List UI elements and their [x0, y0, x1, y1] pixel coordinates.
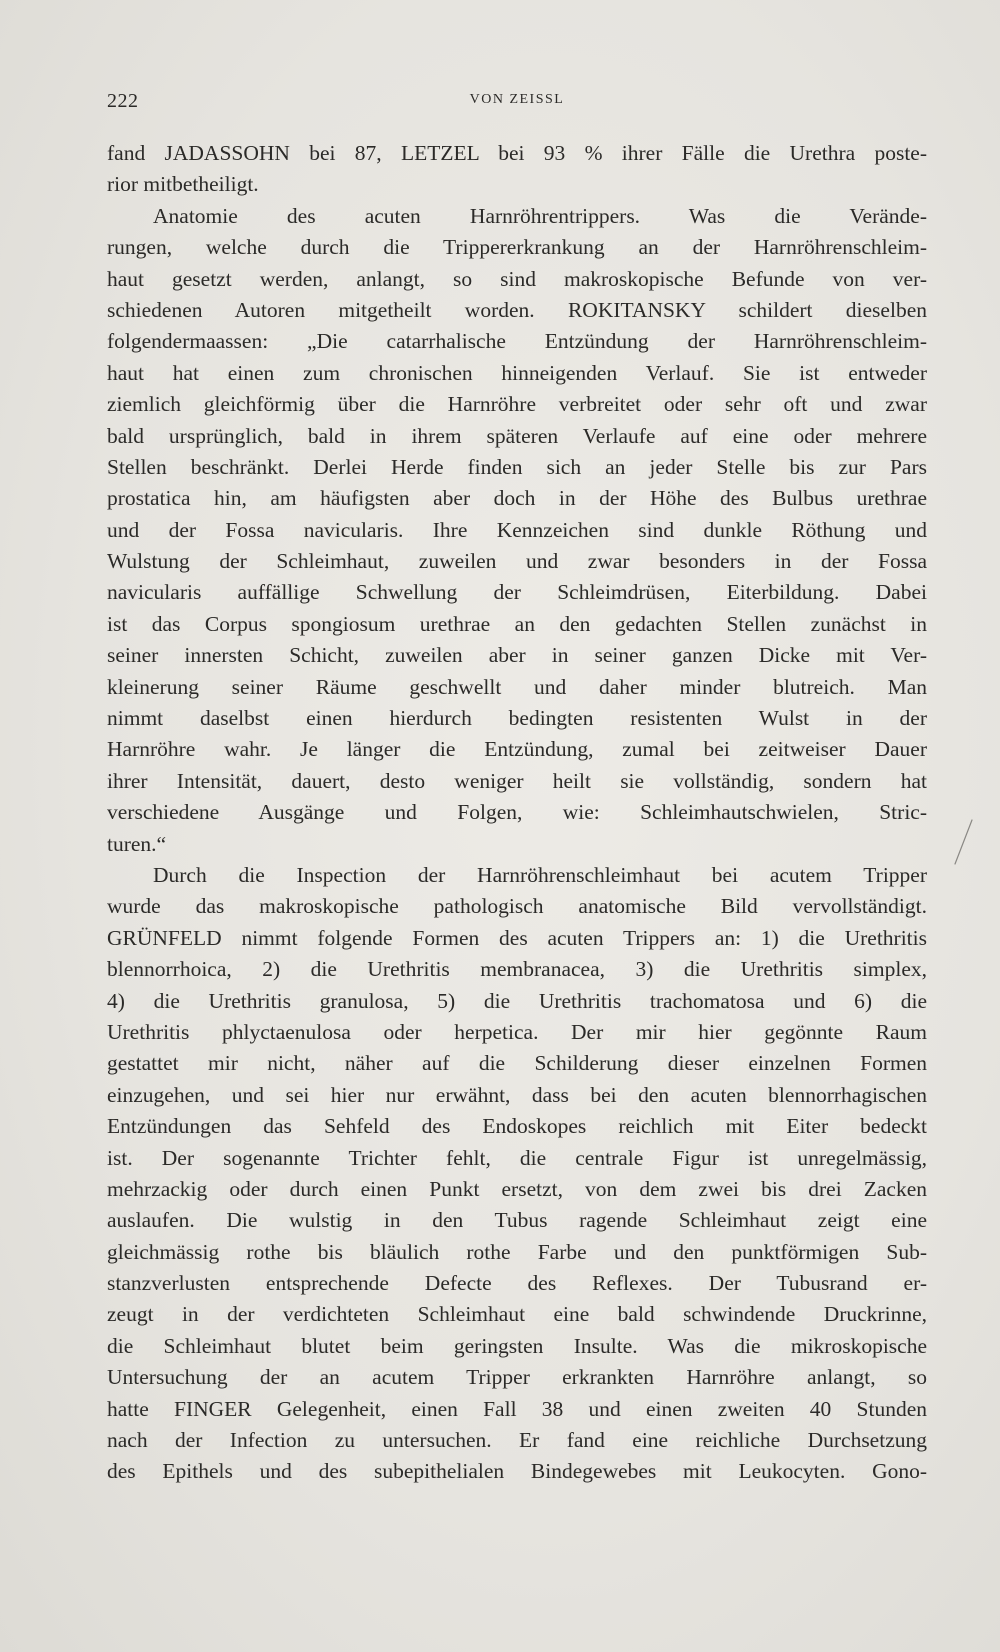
text-line: stanzverlusten entsprechende Defecte des Reflexes. Der Tubusrand er-: [107, 1271, 927, 1296]
text-line: ihrer Intensität, dauert, desto weniger heilt sie vollständig, sondern hat: [107, 768, 927, 793]
text-line: rior mitbetheiligt.: [107, 172, 259, 197]
text-line: GRÜNFELD nimmt folgende Formen des acuten Trippers an: 1) die Urethritis: [107, 925, 927, 950]
text-line: Anatomie des acuten Harnröhrentrippers. Was die Verände-: [153, 203, 927, 228]
text-line: Urethritis phlyctaenulosa oder herpetica. Der mir hier gegönnte Raum: [107, 1019, 927, 1044]
text-line: schiedenen Autoren mitgetheilt worden. ROKITANSKY schildert dieselben: [107, 297, 927, 322]
text-line: fand JADASSOHN bei 87, LETZEL bei 93 % ihrer Fälle die Urethra poste-: [107, 141, 927, 165]
text-line: navicularis auffällige Schwellung der Schleimdrüsen, Eiterbildung. Dabei: [107, 580, 927, 605]
text-line: hatte FINGER Gelegenheit, einen Fall 38 und einen zweiten 40 Stunden: [107, 1396, 927, 1421]
text-line: folgendermaassen: „Die catarrhalische Entzündung der Harnröhrenschleim-: [107, 329, 927, 354]
text-line: nimmt daselbst einen hierdurch bedingten resistenten Wulst in der: [107, 706, 927, 731]
text-line: mehrzackig oder durch einen Punkt ersetzt, von dem zwei bis drei Zacken: [107, 1176, 927, 1201]
text-line: Harnröhre wahr. Je länger die Entzündung, zumal bei zeitweiser Dauer: [107, 737, 927, 762]
text-line: einzugehen, und sei hier nur erwähnt, dass bei den acuten blennorrhagischen: [107, 1082, 927, 1107]
text-line: Durch die Inspection der Harnröhrenschleimhaut bei acutem Tripper: [153, 862, 927, 887]
text-line: zeugt in der verdichteten Schleimhaut eine bald schwindende Druckrinne,: [107, 1302, 927, 1327]
text-line: ziemlich gleichförmig über die Harnröhre verbreitet oder sehr oft und zwar: [107, 392, 927, 417]
text-line: Untersuchung der an acutem Tripper erkrankten Harnröhre anlangt, so: [107, 1365, 927, 1390]
text-line: 4) die Urethritis granulosa, 5) die Urethritis trachomatosa und 6) die: [107, 988, 927, 1013]
running-head: VON ZEISSL: [469, 92, 565, 107]
body-text: [107, 138, 927, 1488]
text-line: rungen, welche durch die Trippererkrankung an der Harnröhrenschleim-: [107, 235, 927, 260]
text-line: bald ursprünglich, bald in ihrem späteren Verlaufe auf eine oder mehrere: [107, 423, 927, 448]
text-line: nach der Infection zu untersuchen. Er fand eine reichliche Durchsetzung: [107, 1428, 927, 1453]
text-line: Stellen beschränkt. Derlei Herde finden sich an jeder Stelle bis zur Pars: [107, 454, 927, 479]
text-line: des Epithels und des subepithelialen Bindegewebes mit Leukocyten. Gono-: [107, 1459, 927, 1484]
text-line: ist. Der sogenannte Trichter fehlt, die centrale Figur ist unregelmässig,: [107, 1145, 927, 1170]
text-line: gleichmässig rothe bis bläulich rothe Farbe und den punktförmigen Sub-: [107, 1239, 927, 1264]
margin-pencil-mark-icon: [952, 818, 974, 866]
text-line: die Schleimhaut blutet beim geringsten Insulte. Was die mikroskopische: [107, 1333, 927, 1358]
text-line: haut gesetzt werden, anlangt, so sind makroskopische Befunde von ver-: [107, 266, 927, 291]
text-line: ist das Corpus spongiosum urethrae an den gedachten Stellen zunächst in: [107, 611, 927, 636]
text-line: kleinerung seiner Räume geschwellt und daher minder blutreich. Man: [107, 674, 927, 699]
text-line: seiner innersten Schicht, zuweilen aber in seiner ganzen Dicke mit Ver-: [107, 643, 927, 668]
text-line: auslaufen. Die wulstig in den Tubus ragende Schleimhaut zeigt eine: [107, 1208, 927, 1233]
text-line: wurde das makroskopische pathologisch anatomische Bild vervollständigt.: [107, 894, 927, 919]
text-line: prostatica hin, am häufigsten aber doch in der Höhe des Bulbus urethrae: [107, 486, 927, 511]
page-header: [107, 90, 927, 118]
page-number: 222: [107, 90, 139, 112]
text-line: gestattet mir nicht, näher auf die Schilderung dieser einzelnen Formen: [107, 1051, 927, 1076]
text-line: Wulstung der Schleimhaut, zuweilen und zwar besonders in der Fossa: [107, 549, 927, 574]
text-line: verschiedene Ausgänge und Folgen, wie: Schleimhautschwielen, Stric-: [107, 800, 927, 825]
text-line: und der Fossa navicularis. Ihre Kennzeichen sind dunkle Röthung und: [107, 517, 927, 542]
text-line: Entzündungen das Sehfeld des Endoskopes reichlich mit Eiter bedeckt: [107, 1114, 927, 1139]
text-line: haut hat einen zum chronischen hinneigenden Verlauf. Sie ist entweder: [107, 360, 927, 385]
text-line: turen.“: [107, 831, 167, 856]
text-line: blennorrhoica, 2) die Urethritis membranacea, 3) die Urethritis simplex,: [107, 957, 927, 982]
